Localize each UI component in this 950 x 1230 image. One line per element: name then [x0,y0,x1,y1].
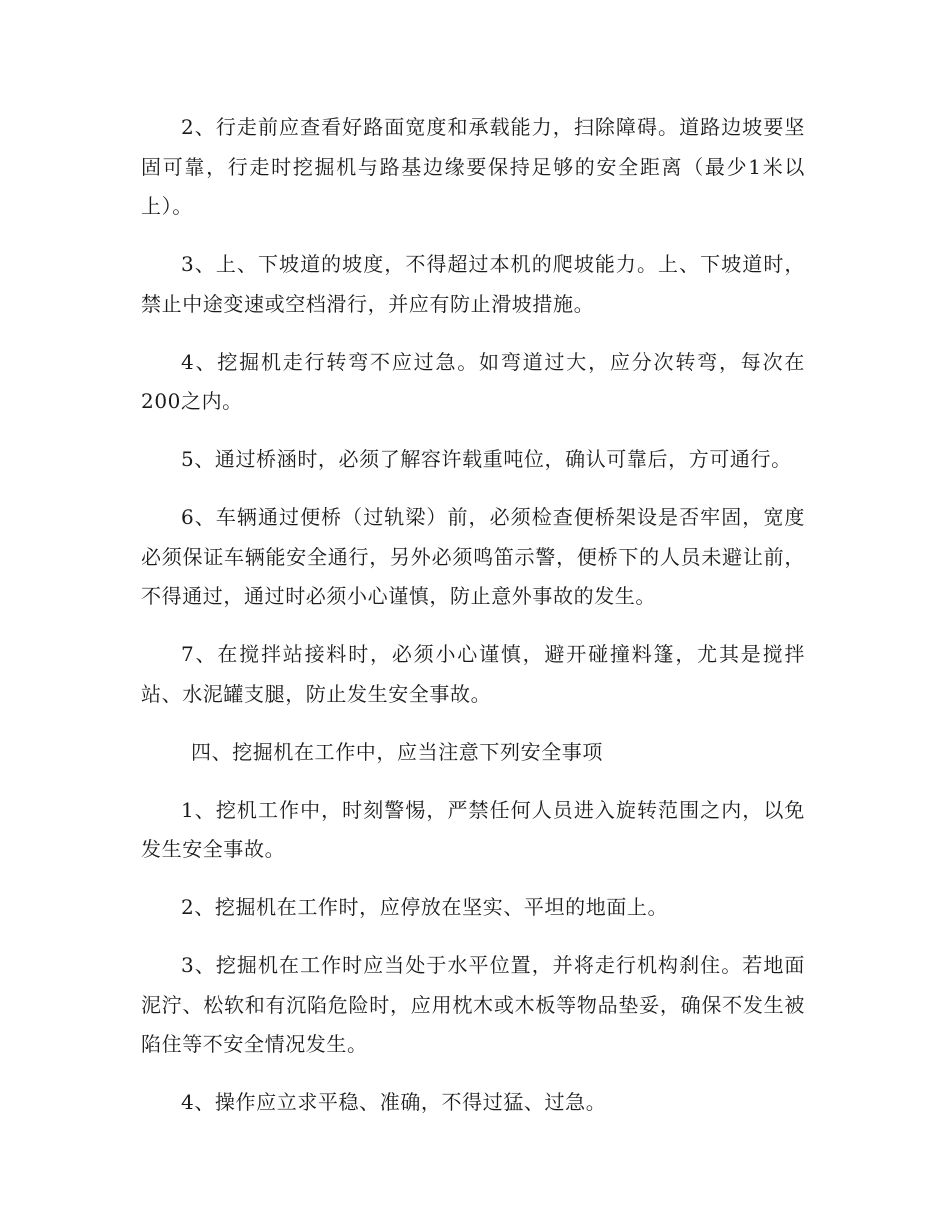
paragraph-bridge-culvert: 5、通过桥涵时，必须了解容许载重吨位，确认可靠后，方可通行。 [181,447,792,471]
paragraph-turning: 4、挖掘机走行转弯不应过急。如弯道过大，应分次转弯，每次在200之内。 [141,349,805,413]
paragraph-level-position: 3、挖掘机在工作时应当处于水平位置，并将走行机构刹住。若地面泥泞、松软和有沉陷危险时，应用枕木或木板等物品垫妥，确保不发生被陷住等不安全情况发生。 [141,953,805,1056]
paragraph-mixing-station: 7、在搅拌站接料时，必须小心谨慎，避开碰撞料篷，尤其是搅拌站、水泥罐支腿，防止发生安全事故。 [141,642,805,706]
paragraph-smooth-operation: 4、操作应立求平稳、准确，不得过猛、过急。 [181,1090,607,1114]
document-body [141,108,805,1141]
paragraph-slope-limit: 3、上、下坡道的坡度，不得超过本机的爬坡能力。上、下坡道时，禁止中途变速或空档滑行，并应有防止滑坡措施。 [141,252,805,316]
paragraph-travel-road-check: 2、行走前应查看好路面宽度和承载能力，扫除障碍。道路边坡要坚固可靠，行走时挖掘机与路基边缘要保持足够的安全距离（最少1米以上）。 [141,115,805,218]
section-heading-working-safety: 四、挖掘机在工作中，应当注意下列安全事项 [191,739,603,764]
paragraph-rotation-range: 1、挖机工作中，时刻警惕，严禁任何人员进入旋转范围之内，以免发生安全事故。 [141,797,805,861]
paragraph-firm-ground: 2、挖掘机在工作时，应停放在坚实、平坦的地面上。 [181,895,669,919]
paragraph-temporary-bridge: 6、车辆通过便桥（过轨梁）前，必须检查便桥架设是否牢固，宽度必须保证车辆能安全通行，另外必须鸣笛示警，便桥下的人员未避让前，不得通过，通过时必须小心谨慎，防止意外事故的发生。 [141,505,805,608]
